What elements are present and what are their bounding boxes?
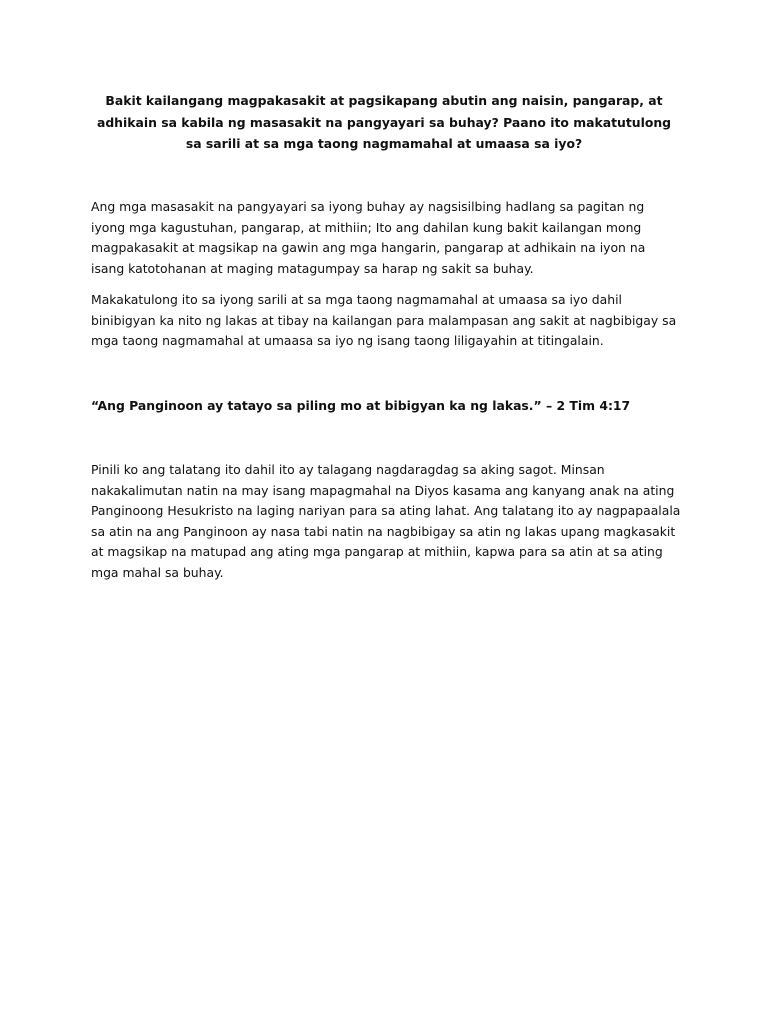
body-paragraph-2: Makakatulong ito sa iyong sarili at sa mga taong nagmamahal at umaasa sa iyo dahil binibigyan ka nito ng lakas at tibay na kailangan para malampasan ang sakit at nagbibigay sa mga taong nagmamahal at umaasa sa iyo ng isang taong liligayahin at titingalain. xyxy=(91,292,677,348)
body-paragraph-1: Ang mga masasakit na pangyayari sa iyong buhay ay nagsisilbing hadlang sa pagitan ng iyong mga kagustuhan, pangarap, at mithiin; Ito ang dahilan kung bakit kailangan mong magpakasakit at magsikap na gawin ang mga hangarin, pangarap at adhikain na iyon na isang katotohanan at maging matagumpay sa harap ng sakit sa buhay. xyxy=(91,199,646,276)
document-title: Bakit kailangang magpakasakit at pagsikapang abutin ang naisin, pangarap, at adhikain sa kabila ng masasakit na pangyayari sa buhay? Paano ito makatutulong sa sarili at sa mga taong nagmamahal at umaasa sa iyo? xyxy=(96,93,672,151)
bible-verse-quote: “Ang Panginoon ay tatayo sa piling mo at bibigyan ka ng lakas.” – 2 Tim 4:17 xyxy=(91,398,631,413)
closing-paragraph: Pinili ko ang talatang ito dahil ito ay talagang nagdaragdag sa aking sagot. Minsan nakakalimutan natin na may isang mapagmahal na Diyos kasama ang kanyang anak na ating Panginoong Hesukristo na laging nariyan para sa ating lahat. Ang talatang ito ay nagpapaalala sa atin na ang Panginoon ay nasa tabi natin na nagbibigay sa atin ng lakas upang magkasakit at magsikap na matupad ang ating mga pangarap at mithiin, kapwa para sa atin at sa ating mga mahal sa buhay. xyxy=(91,462,681,580)
